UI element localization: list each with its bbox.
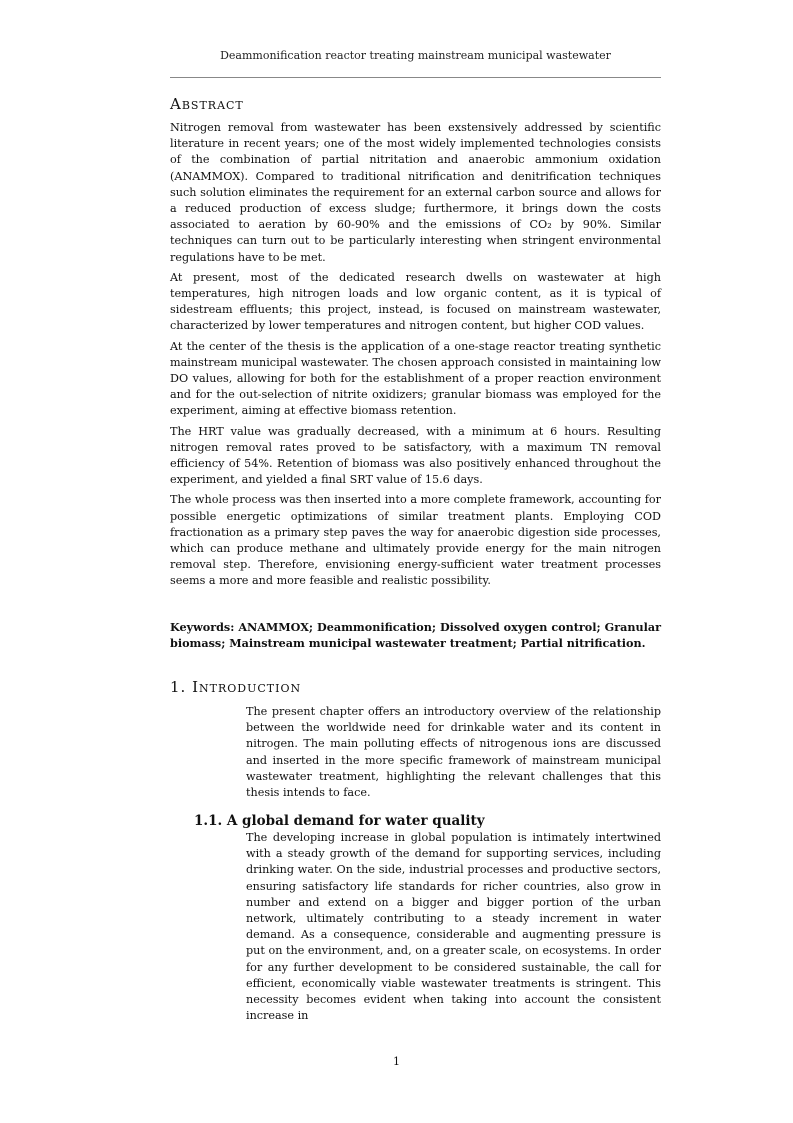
abstract-paragraph: The whole process was then inserted into a more complete framework, accounting for possible energetic optimizations of similar treatment plants. Employing COD fractionation as a primary step paves the way for anaerobic digestion side processes, which can produce methane and ultimately provide energy for the main nitrogen removal step. Therefore, envisioning energy-sufficient water treatment processes seems a more and more feasible and realistic possibility. <box>170 493 661 588</box>
abstract-paragraph: At the center of the thesis is the application of a one-stage reactor treating synthetic mainstream municipal wastewater. The chosen approach consisted in maintaining low DO values, allowing for both for the establishment of a proper reaction environment and for the out-selection of nitrite oxidizers; granular biomass was employed for the experiment, aiming at effective biomass retention. <box>170 339 661 418</box>
running-header: Deammonification reactor treating mainstream municipal wastewater <box>220 49 611 62</box>
subsection-body: The developing increase in global population is intimately intertwined with a steady growth of the demand for supporting services, including drinking water. On the side, industrial processes and productive sectors, ensuring satisfactory life standards for richer countries, also grow in number and extend on a bigger and bigger portion of the urban network, ultimately contributing to a steady increment in water demand. As a consequence, considerable and augmenting pressure is put on the environment, and, on a greater scale, on ecosystems. In order for any further development to be considered sustainable, the call for efficient, economically viable wastewater treatments is stringent. This necessity becomes evident when taking into account the consistent increase in <box>246 831 661 1023</box>
keywords: Keywords: ANAMMOX; Deammonification; Dissolved oxygen control; Granular biomass; Mainstream municipal wastewater treatment; Partial nitrification. <box>170 620 661 651</box>
section-heading-introduction: 1. Introduction <box>170 678 302 696</box>
abstract-paragraph: The HRT value was gradually decreased, with a minimum at 6 hours. Resulting nitrogen removal rates proved to be satisfactory, with a maximum TN removal efficiency of 54%. Retention of biomass was also positively enhanced throughout the experiment, and yielded a final SRT value of 15.6 days. <box>170 424 661 487</box>
abstract-heading: Abstract <box>170 95 244 113</box>
subsection-heading: 1.1. A global demand for water quality <box>194 813 485 829</box>
introduction-body: The present chapter offers an introductory overview of the relationship between the worldwide need for drinkable water and its content in nitrogen. The main polluting effects of nitrogenous ions are discussed and inserted in the more specific framework of mainstream municipal wastewater treatment, highlighting the relevant challenges that this thesis intends to face. <box>246 705 661 800</box>
abstract-body <box>170 120 661 594</box>
page-number: 1 <box>393 1055 400 1068</box>
abstract-paragraph: At present, most of the dedicated research dwells on wastewater at high temperatures, high nitrogen loads and low organic content, as it is typical of sidestream effluents; this project, instead, is focused on mainstream wastewater, characterized by lower temperatures and nitrogen content, but higher COD values. <box>170 270 661 333</box>
header-rule <box>170 77 661 78</box>
abstract-paragraph: Nitrogen removal from wastewater has been exstensively addressed by scientific literature in recent years; one of the most widely implemented technologies consists of the combination of partial nitritation and anaerobic ammonium oxidation (ANAMMOX). Compared to traditional nitrification and denitrification techniques such solution eliminates the requirement for an external carbon source and allows for a reduced production of excess sludge; furthermore, it brings down the costs associated to aeration by 60-90% and the emissions of CO₂ by 90%. Similar techniques can turn out to be particularly interesting when stringent environmental regulations have to be met. <box>170 121 661 264</box>
